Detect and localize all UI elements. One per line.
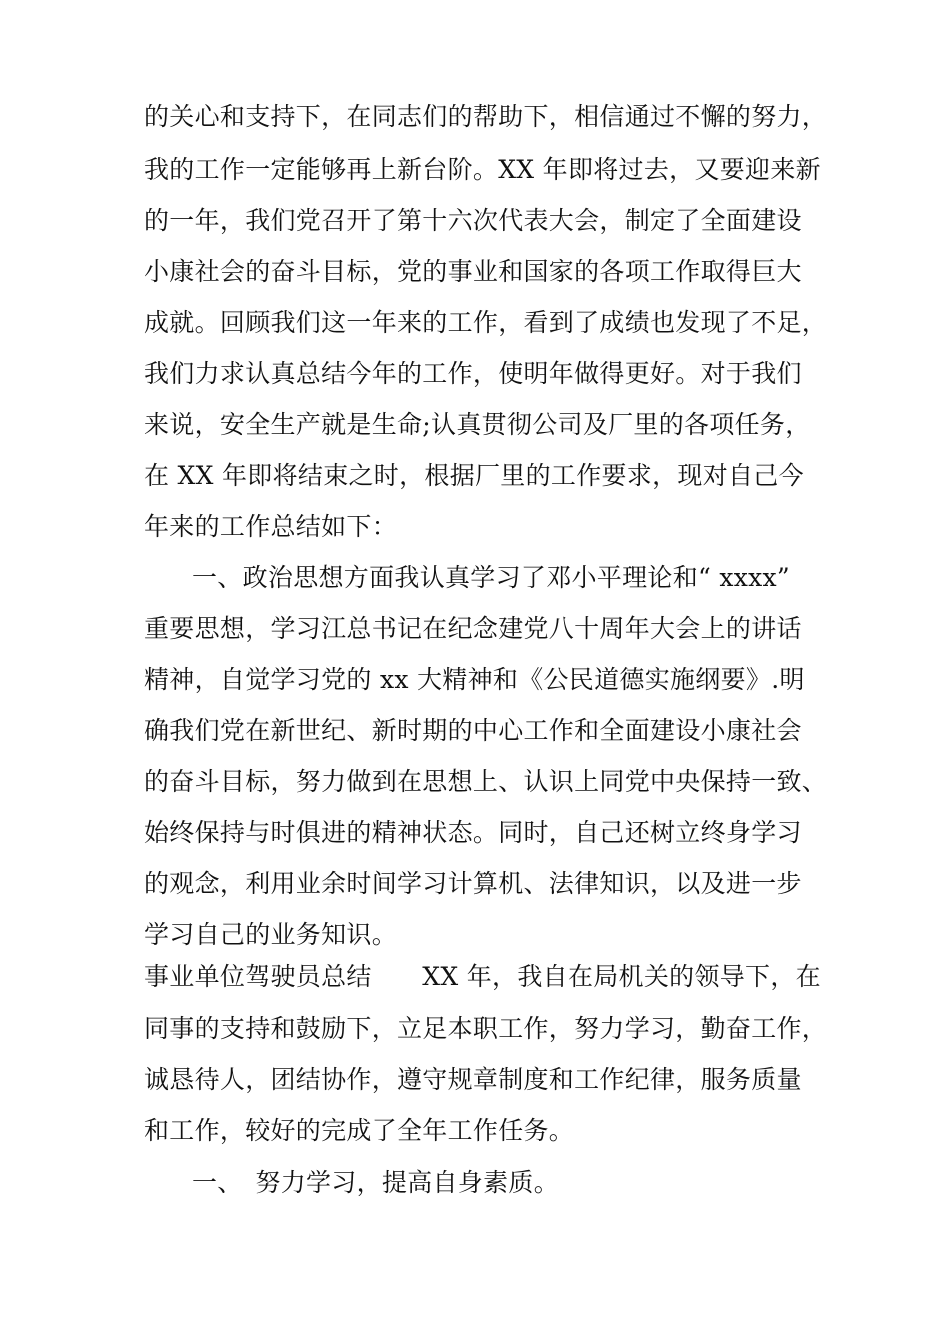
text-line: 同事的支持和鼓励下，立足本职工作，努力学习，勤奋工作， bbox=[144, 1014, 828, 1043]
text-line: 的观念，利用业余时间学习计算机、法律知识，以及进一步 bbox=[144, 869, 802, 898]
text-line: 确我们党在新世纪、新时期的中心工作和全面建设小康社会 bbox=[144, 716, 802, 745]
text-line: 精神，自觉学习党的 xx 大精神和《公民道德实施纲要》.明 bbox=[144, 665, 805, 694]
text-line: 学习自己的业务知识。 bbox=[144, 920, 398, 949]
text-line: 在 XX 年即将结束之时，根据厂里的工作要求，现对自己今 bbox=[144, 461, 804, 490]
text-line: 的关心和支持下，在同志们的帮助下，相信通过不懈的努力， bbox=[144, 102, 828, 131]
text-line: 一、 努力学习，提高自身素质。 bbox=[192, 1168, 560, 1197]
text-line: 诚恳待人，团结协作，遵守规章制度和工作纪律，服务质量 bbox=[144, 1065, 802, 1094]
text-line: 年来的工作总结如下： bbox=[144, 512, 398, 541]
text-line: 来说，安全生产就是生命;认真贯彻公司及厂里的各项任务， bbox=[144, 410, 811, 439]
text-line: 我的工作一定能够再上新台阶。XX 年即将过去，又要迎来新 bbox=[144, 155, 821, 184]
text-line: 成就。回顾我们这一年来的工作，看到了成绩也发现了不足， bbox=[144, 308, 828, 337]
text-line: 的一年，我们党召开了第十六次代表大会，制定了全面建设 bbox=[144, 206, 802, 235]
text-line: 始终保持与时俱进的精神状态。同时，自己还树立终身学习 bbox=[144, 818, 802, 847]
text-line: 事业单位驾驶员总结 XX 年，我自在局机关的领导下，在 bbox=[144, 962, 821, 991]
text-line: 重要思想，学习江总书记在纪念建党八十周年大会上的讲话 bbox=[144, 614, 802, 643]
text-line: 的奋斗目标，努力做到在思想上、认识上同党中央保持一致、 bbox=[144, 767, 828, 796]
text-line: 我们力求认真总结今年的工作，使明年做得更好。对于我们 bbox=[144, 359, 802, 388]
text-line: 一、政治思想方面我认真学习了邓小平理论和“ xxxx” bbox=[192, 563, 791, 592]
text-line: 和工作，较好的完成了全年工作任务。 bbox=[144, 1116, 575, 1145]
text-line: 小康社会的奋斗目标，党的事业和国家的各项工作取得巨大 bbox=[144, 257, 802, 286]
